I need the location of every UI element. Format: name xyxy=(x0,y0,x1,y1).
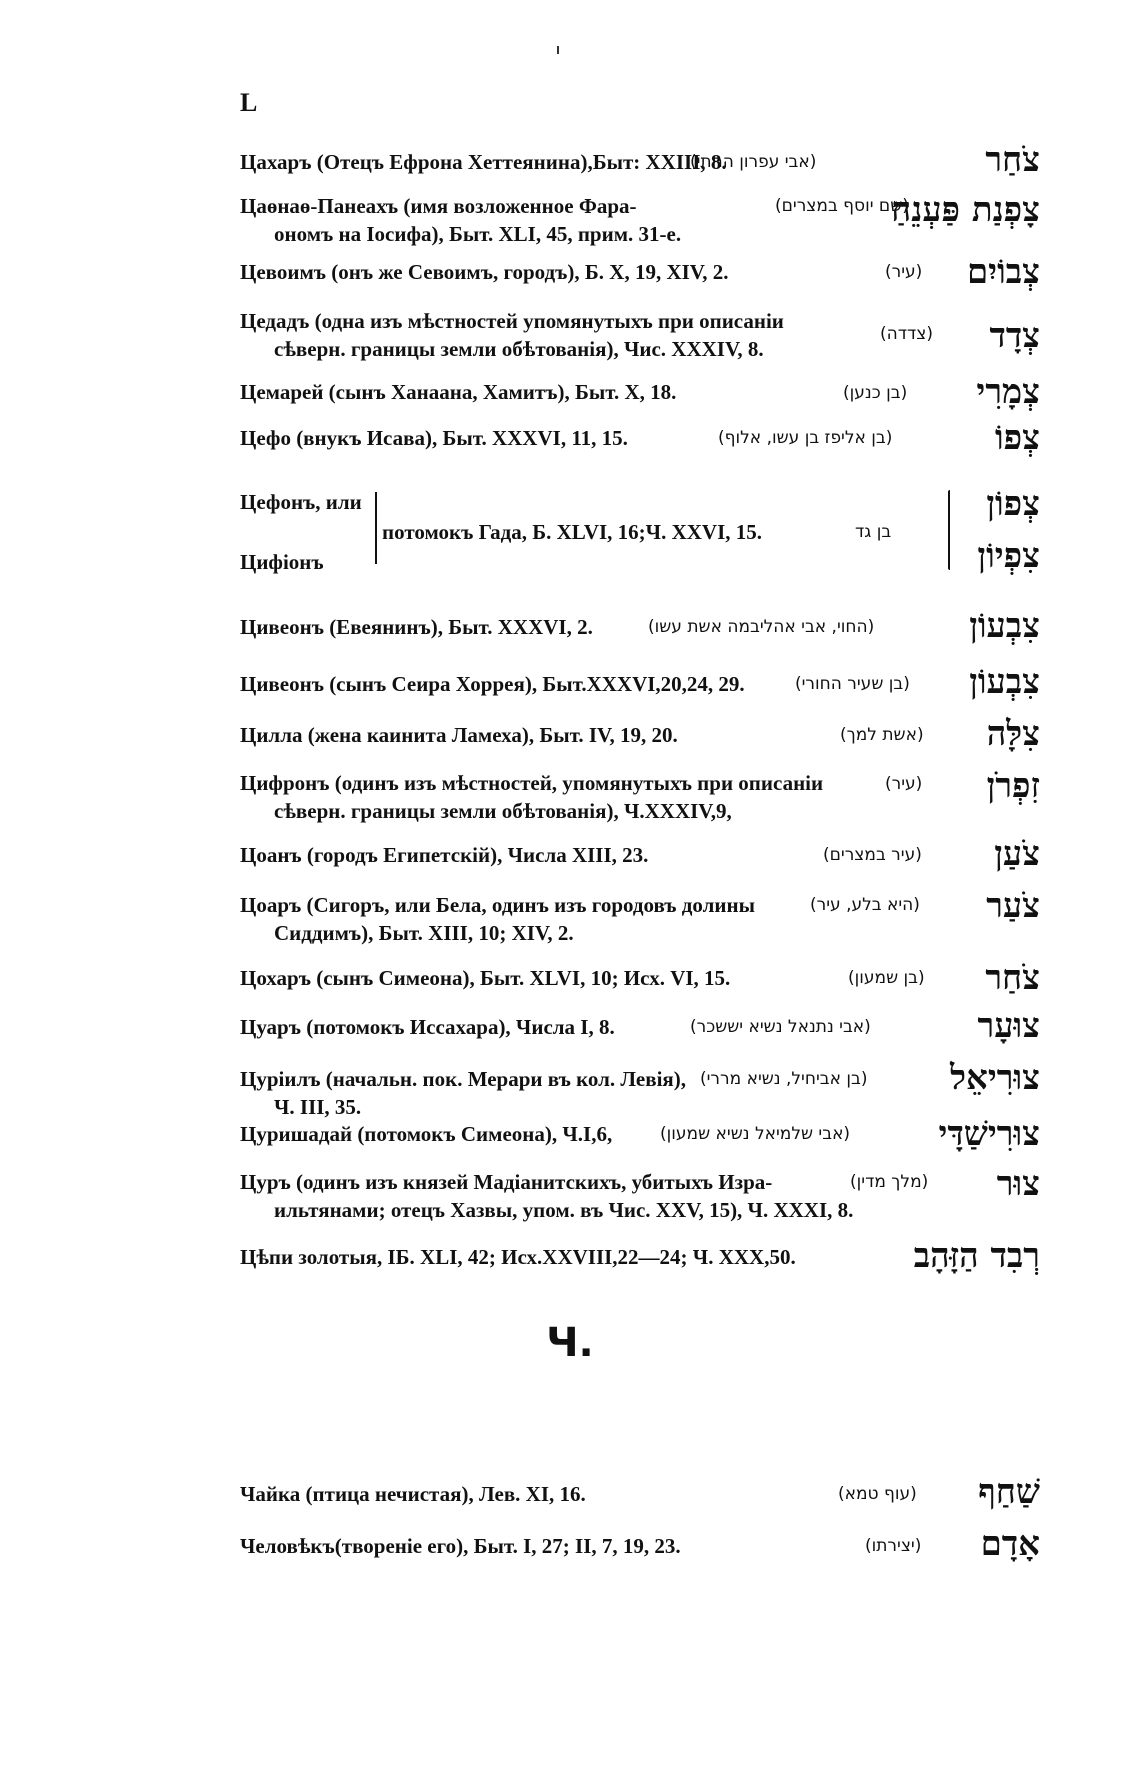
hebrew-word: צוּרִיאֵל xyxy=(950,1058,1040,1098)
hebrew-word: צְפוֹ xyxy=(994,418,1040,458)
hebrew-note: (עיר במצרים) xyxy=(823,845,922,865)
hebrew-word: שַׁחַף xyxy=(978,1472,1040,1512)
entry-text: Цемарей (сынъ Ханаана, Хамитъ), Быт. X, 18. xyxy=(240,380,677,404)
group-brace-right xyxy=(948,490,950,570)
hebrew-word: צִבְעוֹן xyxy=(969,662,1040,702)
hebrew-word: רְבִד הַזָּהָב xyxy=(913,1236,1040,1276)
entry-text-cont: ономъ на Іосифа), Быт. XLI, 45, прим. 31-е. xyxy=(274,222,682,246)
entry-13 xyxy=(240,1013,1040,1041)
hebrew-note: (מלך מדין) xyxy=(850,1172,929,1192)
entry-text: Цуаръ (потомокъ Иссахара), Числа I, 8. xyxy=(240,1015,615,1039)
hebrew-note: (שם יוסף במצרים) xyxy=(775,196,909,216)
group-description: потомокъ Гада, Б. XLVI, 16;Ч. XXVI, 15. xyxy=(382,520,763,544)
page-number: L xyxy=(240,88,258,117)
entry-text: Цоаръ (Сигоръ, или Бела, одинъ изъ городовъ долины xyxy=(240,893,756,917)
group-name-1: Цефонъ, или xyxy=(240,490,362,514)
entry-5 xyxy=(240,424,1040,452)
hebrew-note: (יצירתו) xyxy=(865,1536,922,1556)
hebrew-note: (אבי שלמיאל נשיא שמעון) xyxy=(660,1124,851,1144)
entry-text: Цефо (внукъ Исава), Быт. XXXVI, 11, 15. xyxy=(240,426,628,450)
hebrew-note: (עוף טמא) xyxy=(838,1484,917,1504)
entry-text: Цилла (жена каинита Ламеха), Быт. IV, 19, 20. xyxy=(240,723,678,747)
hebrew-note: (עיר) xyxy=(885,774,923,794)
hebrew-note: בן גד xyxy=(855,522,892,542)
hebrew-word: צְמָרִי xyxy=(976,372,1040,412)
hebrew-note: (החוי, אבי אהליבמה אשת עשו) xyxy=(648,617,875,637)
section-heading: Ч. xyxy=(546,1320,594,1366)
hebrew-note: (בן שמעון) xyxy=(848,968,925,988)
entry-14 xyxy=(240,1065,1040,1121)
hebrew-note: (היא בלע, עיר) xyxy=(810,895,920,915)
entry-text-cont: Ч. III, 35. xyxy=(274,1095,362,1119)
hebrew-word: צֹעַר xyxy=(986,886,1040,926)
group-bracket-left xyxy=(375,492,377,564)
entry-text: Цифронъ (одинъ изъ мѣстностей, упомянутыхъ при описаніи xyxy=(240,771,824,795)
hebrew-note: (בן אליפז בן עשו, אלוף) xyxy=(718,428,893,448)
hebrew-word: צֹחַר xyxy=(985,958,1040,998)
entry-text-cont: Сиддимъ), Быт. XIII, 10; XIV, 2. xyxy=(274,921,574,945)
entry-text: Человѣкъ(твореніе его), Быт. I, 27; II, 7, 19, 23. xyxy=(240,1534,681,1558)
entry-text: Цевоимъ (онъ же Севоимъ, городъ), Б. X, 19, XIV, 2. xyxy=(240,260,729,284)
entry-text: Цивеонъ (Евеянинъ), Быт. XXXVI, 2. xyxy=(240,615,593,639)
hebrew-note: (צדדה) xyxy=(880,324,934,344)
hebrew-word: צוּעָר xyxy=(977,1006,1040,1046)
entry-text-cont: ильтянами; отецъ Хазвы, упом. въ Чис. XXV, 15), Ч. XXXI, 8. xyxy=(274,1198,854,1222)
ch-entry-0 xyxy=(240,1480,1040,1508)
entry-text: Цоанъ (городъ Египетскій), Числа XIII, 23. xyxy=(240,843,649,867)
hebrew-word: אָדָם xyxy=(980,1524,1040,1564)
hebrew-note: (בן אביחיל, נשיא מררי) xyxy=(700,1069,868,1089)
entry-text: Цедадъ (одна изъ мѣстностей упомянутыхъ при описаніи xyxy=(240,309,784,333)
hebrew-word: צוּר xyxy=(996,1164,1040,1204)
entry-text: Цохаръ (сынъ Симеона), Быт. XLVI, 10; Исх. VI, 15. xyxy=(240,966,731,990)
entry-text-cont: сѣверн. границы земли обѣтованія), Чис. XXXIV, 8. xyxy=(274,337,764,361)
group-name-2: Цифіонъ xyxy=(240,550,324,574)
entry-text: Цуріилъ (начальн. пок. Мерари въ кол. Левія), xyxy=(240,1067,687,1091)
hebrew-word: צֹעַן xyxy=(994,834,1040,874)
hebrew-word: צוּרִישַׁדָּי xyxy=(938,1114,1040,1154)
entry-text: Цивеонъ (сынъ Сеира Хоррея), Быт.XXXVI,20,24, 29. xyxy=(240,672,745,696)
hebrew-word: צִלָּה xyxy=(986,714,1040,754)
entry-text: Цѣпи золотыя, IБ. XLI, 42; Исх.XXVIII,22—24; Ч. XXX,50. xyxy=(240,1245,796,1269)
entry-text-cont: сѣверн. границы земли обѣтованія), Ч.XXXIV,9, xyxy=(274,799,732,823)
entry-text: Цаөнаө-Панеахъ (имя возложенное Фара- xyxy=(240,194,637,218)
hebrew-note: (אבי עפרון החתי) xyxy=(690,152,817,172)
entry-text: Чайка (птица нечистая), Лев. XI, 16. xyxy=(240,1482,586,1506)
hebrew-note: (אשת למך) xyxy=(840,725,924,745)
entry-15 xyxy=(240,1120,1040,1148)
hebrew-note: (בן שעיר החורי) xyxy=(795,674,910,694)
hebrew-note: (אבי נתנאל נשיא יששכר) xyxy=(690,1017,871,1037)
hebrew-word: צְפוֹן xyxy=(986,484,1040,524)
hebrew-word: צִבְעוֹן xyxy=(969,606,1040,646)
hebrew-note: (בן כנען) xyxy=(843,383,908,403)
entry-4 xyxy=(240,378,1040,406)
entry-text: Цуришадай (потомокъ Симеона), Ч.I,6, xyxy=(240,1122,613,1146)
hebrew-word: זִפְרֹן xyxy=(986,766,1040,806)
entry-7 xyxy=(240,670,1040,698)
entry-6 xyxy=(240,613,1040,641)
hebrew-word: צָפְנַת פַּעְנֵחַ xyxy=(891,190,1040,230)
print-mark xyxy=(557,46,559,54)
hebrew-word: צְדָד xyxy=(989,316,1040,356)
hebrew-word: צְבוֹיִם xyxy=(966,252,1040,292)
entry-text: Цахаръ (Отецъ Ефрона Хеттеянина),Быт: XXIII, 8. xyxy=(240,150,727,174)
hebrew-word: צֹחַר xyxy=(985,140,1040,180)
entry-11 xyxy=(240,891,1040,947)
entry-0 xyxy=(240,148,1040,176)
hebrew-word: צִפְיוֹן xyxy=(977,536,1040,576)
hebrew-note: (עיר) xyxy=(885,262,923,282)
entry-text: Цуръ (одинъ изъ князей Мадіанитскихъ, убитыхъ Изра- xyxy=(240,1170,773,1194)
